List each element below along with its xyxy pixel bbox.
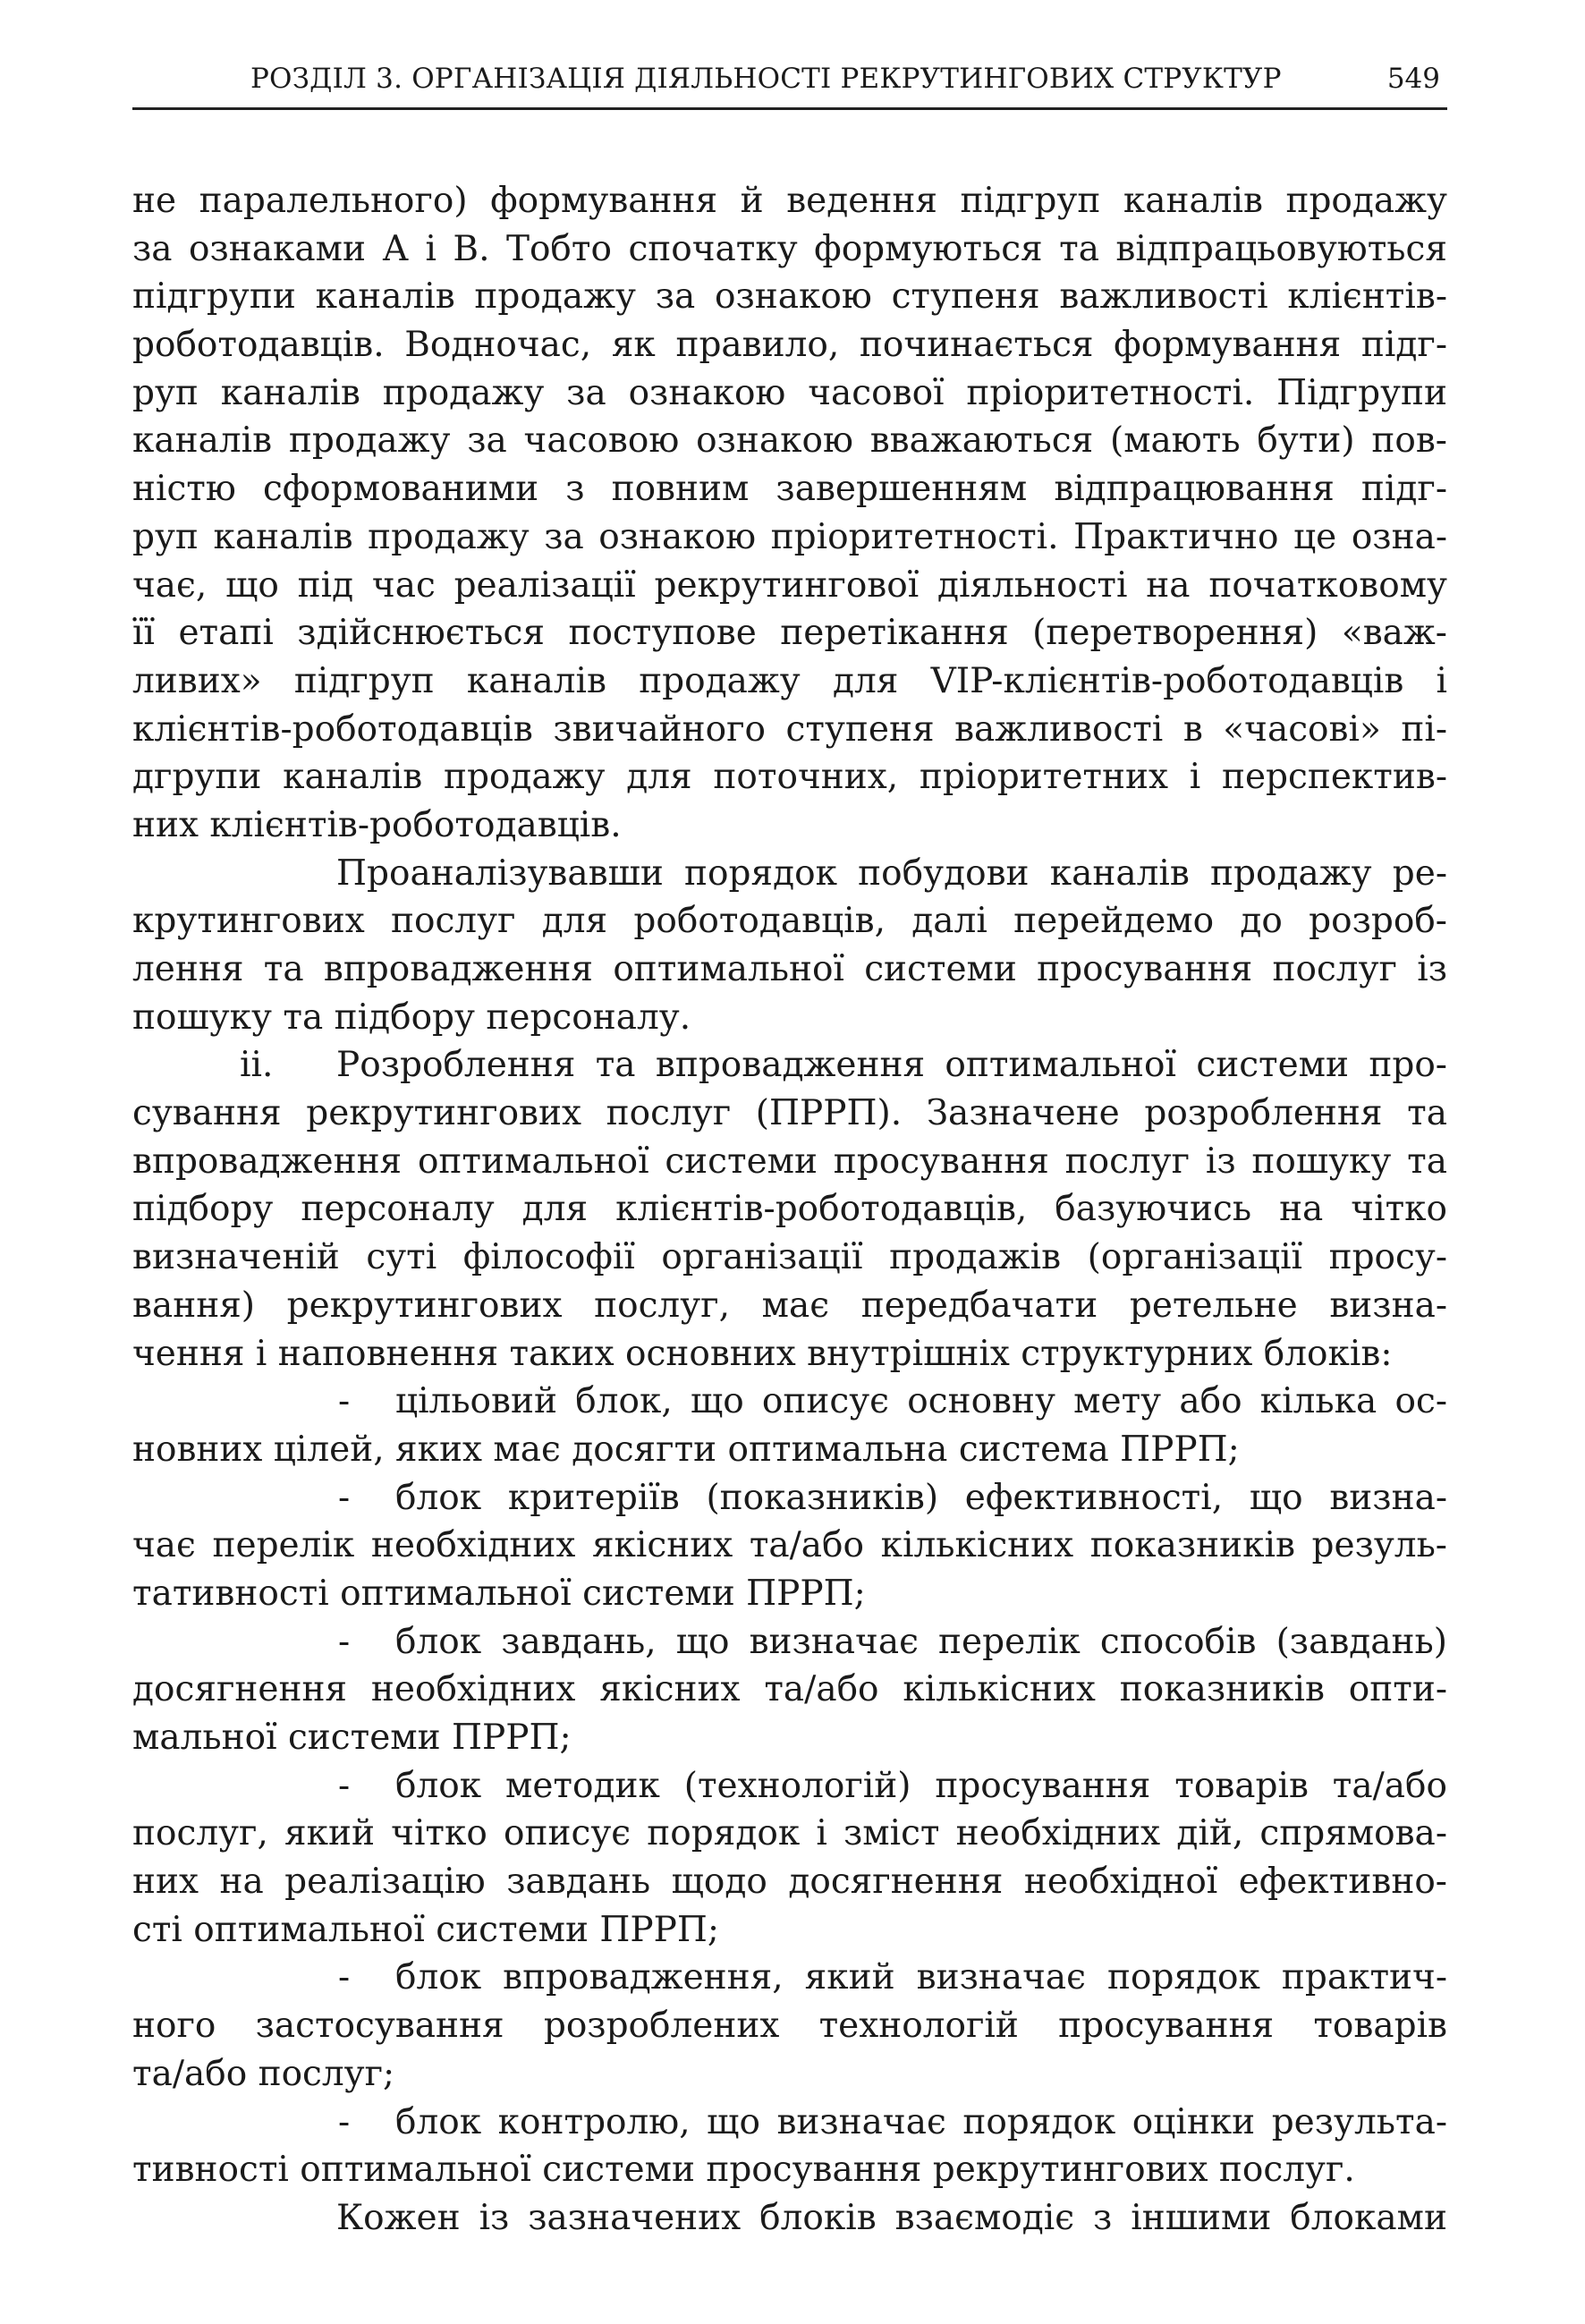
text-line: новних цілей, яких має досягти оптимальна система ПРРП; <box>132 1429 1240 1470</box>
text-line: руп каналів продажу за ознакою пріоритетності. Практично це озна- <box>132 516 1447 557</box>
dash-marker: - <box>338 2101 351 2142</box>
text-line: Кожен із зазначених блоків взаємодіє з іншими блоками <box>336 2197 1447 2238</box>
text-run: блок контролю, що визначає порядок оцінки результа- <box>395 2101 1447 2142</box>
text-line: за ознаками А і В. Тобто спочатку формуються та відпрацьовуються <box>132 228 1447 269</box>
dash-marker: - <box>338 1621 351 1662</box>
text-run: блок завдань, що визначає перелік способів (завдань) <box>395 1621 1447 1662</box>
text-line: чає, що під час реалізації рекрутингової діяльності на початковому <box>132 564 1447 606</box>
chapter-title: РОЗДІЛ 3. ОРГАНІЗАЦІЯ ДІЯЛЬНОСТІ РЕКРУТИНГОВИХ СТРУКТУР <box>250 63 1282 95</box>
text-line: сті оптимальної системи ПРРП; <box>132 1909 719 1950</box>
bullet-line <box>132 1762 1447 1811</box>
text-line: її етапі здійснюється поступове перетікання (перетворення) «важ- <box>132 613 1447 654</box>
text-run: блок критеріїв (показників) ефективності, що визна- <box>395 1477 1447 1518</box>
bullet-line <box>132 1378 1447 1426</box>
running-head <box>132 55 1447 110</box>
text-line: визначеній суті філософії організації продажів (організації просу- <box>132 1237 1447 1278</box>
list-number: ii. <box>240 1045 274 1086</box>
bullet-line <box>132 1618 1447 1667</box>
text-line: чає перелік необхідних якісних та/або кількісних показників резуль- <box>132 1525 1447 1566</box>
body-text <box>132 177 1447 2243</box>
text-line: крутингових послуг для роботодавців, далі перейдемо до розроб- <box>132 901 1447 942</box>
text-run: блок методик (технологій) просування товарів та/або <box>395 1765 1447 1806</box>
text-line: ливих» підгруп каналів продажу для VIP-клієнтів-роботодавців і <box>132 660 1447 701</box>
numbered-item-line <box>132 1041 1447 1090</box>
bullet-line <box>132 1954 1447 2002</box>
text-line: ністю сформованими з повним завершенням відпрацювання підг- <box>132 469 1447 510</box>
text-line: каналів продажу за часовою ознакою вважаються (мають бути) пов- <box>132 420 1447 462</box>
text-line: ного застосування розроблених технологій просування товарів <box>132 2006 1447 2047</box>
dash-marker: - <box>338 1957 351 1998</box>
text-line: роботодавців. Водночас, як правило, починається формування підг- <box>132 325 1447 366</box>
text-line: Проаналізувавши порядок побудови каналів продажу ре- <box>336 852 1447 894</box>
text-run: цільовий блок, що описує основну мету або кілька ос- <box>395 1381 1447 1422</box>
text-line: впровадження оптимальної системи просування послуг із пошуку та <box>132 1141 1447 1182</box>
text-line: клієнтів-роботодавців звичайного ступеня важливості в «часові» пі- <box>132 708 1447 750</box>
text-line: вання) рекрутингових послуг, має передбачати ретельне визна- <box>132 1285 1447 1326</box>
text-run: блок впровадження, який визначає порядок практич- <box>395 1957 1447 1998</box>
text-line: тативності оптимальної системи ПРРП; <box>132 1573 866 1614</box>
text-line: дгрупи каналів продажу для поточних, пріоритетних і перспектив- <box>132 757 1447 798</box>
bullet-line <box>132 1474 1447 1522</box>
text-line: послуг, який чітко описує порядок і зміст необхідних дій, спрямова- <box>132 1813 1447 1854</box>
text-line: них клієнтів-роботодавців. <box>132 804 622 845</box>
text-line: підгрупи каналів продажу за ознакою ступеня важливості клієнтів- <box>132 276 1447 318</box>
text-run: Розроблення та впровадження оптимальної системи про- <box>336 1045 1447 1086</box>
text-line: мальної системи ПРРП; <box>132 1718 572 1758</box>
text-line: не паралельного) формування й ведення підгруп каналів продажу <box>132 181 1447 221</box>
text-line: та/або послуг; <box>132 2053 395 2094</box>
text-line: них на реалізацію завдань щодо досягнення необхідної ефективно- <box>132 1862 1447 1903</box>
text-line: пошуку та підбору персоналу. <box>132 997 691 1038</box>
dash-marker: - <box>338 1477 351 1518</box>
bullet-line <box>132 2099 1447 2147</box>
dash-marker: - <box>338 1765 351 1806</box>
text-line: підбору персоналу для клієнтів-роботодавців, базуючись на чітко <box>132 1189 1447 1230</box>
text-line: руп каналів продажу за ознакою часової пріоритетності. Підгрупи <box>132 372 1447 413</box>
page-number: 549 <box>1386 63 1440 95</box>
text-line: сування рекрутингових послуг (ПРРП). Зазначене розроблення та <box>132 1093 1447 1134</box>
dash-marker: - <box>338 1381 351 1422</box>
text-line: тивності оптимальної системи просування рекрутингових послуг. <box>132 2150 1355 2191</box>
text-line: лення та впровадження оптимальної системи просування послуг із <box>132 949 1447 989</box>
text-line: досягнення необхідних якісних та/або кількісних показників опти- <box>132 1669 1447 1710</box>
text-line: чення і наповнення таких основних внутрішніх структурних блоків: <box>132 1333 1393 1374</box>
